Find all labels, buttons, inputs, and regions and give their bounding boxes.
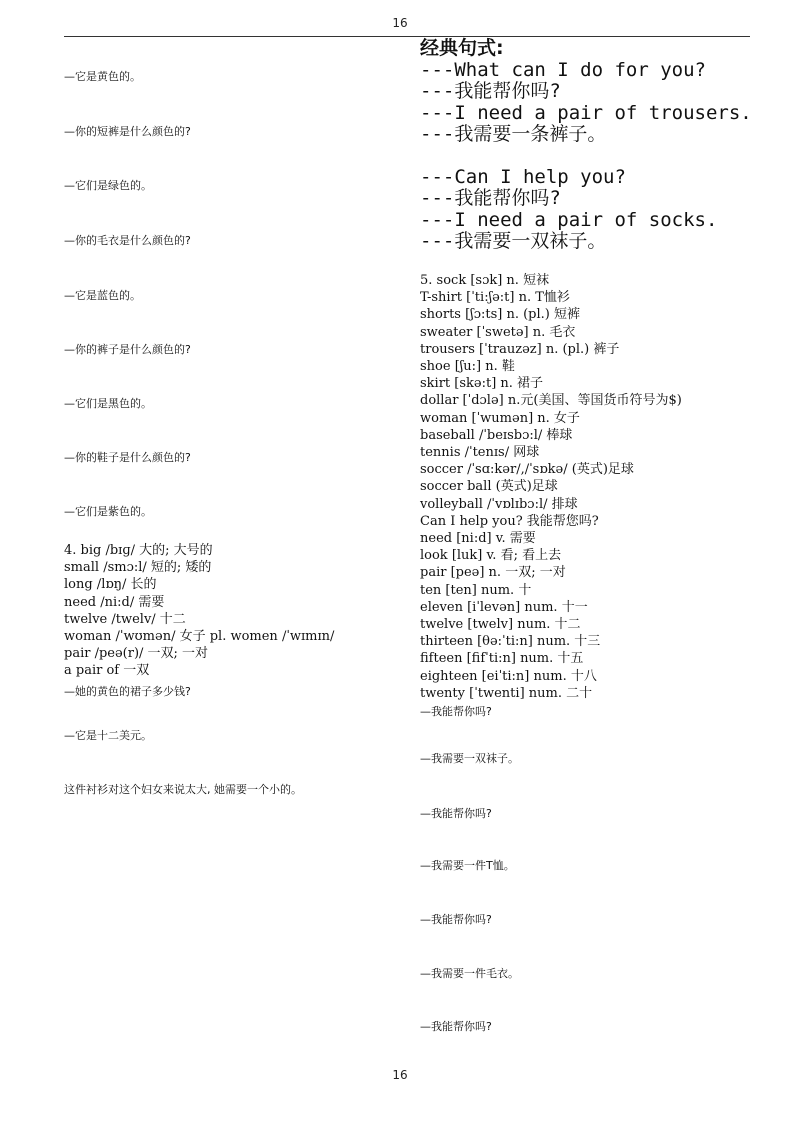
vocab-item: dollar [ˈdɔlə] n.元(美国、等国货币符号为$) bbox=[420, 393, 682, 409]
exercise-sentence: —我需要一件毛衣。 bbox=[420, 967, 519, 980]
vocab-item: pair [peə] n. 一双; 一对 bbox=[420, 565, 566, 581]
header-divider bbox=[64, 36, 750, 37]
exercise-sentence: 这件衬衫对这个妇女来说太大, 她需要一个小的。 bbox=[64, 783, 302, 796]
exercise-sentence: —她的黄色的裙子多少钱? bbox=[64, 685, 191, 698]
vocab-item: volleyball /ˈvɒlɪbɔ:l/ 排球 bbox=[420, 496, 578, 512]
classic-line: ---What can I do for you? bbox=[420, 58, 706, 81]
vocab-item: need [ni:d] v. 需要 bbox=[420, 531, 536, 547]
vocab-item: twenty [ˈtwenti] num. 二十 bbox=[420, 685, 593, 701]
exercise-sentence: —你的裤子是什么颜色的? bbox=[64, 343, 191, 356]
classic-title: 经典句式: bbox=[420, 37, 504, 59]
vocab-item: T-shirt [ˈti:ʃə:t] n. T恤衫 bbox=[420, 290, 570, 306]
vocab-item: thirteen [θə:ˈti:n] num. 十三 bbox=[420, 634, 601, 650]
exercise-sentence: —它是黄色的。 bbox=[64, 70, 141, 83]
vocab-item: eighteen [eiˈti:n] num. 十八 bbox=[420, 668, 597, 684]
vocab-item: trousers [ˈtrauzəz] n. (pl.) 裤子 bbox=[420, 341, 620, 357]
vocab-item: long /lɒŋ/ 长的 bbox=[64, 577, 157, 593]
exercise-sentence: —它们是黑色的。 bbox=[64, 397, 152, 410]
exercise-sentence: —你的毛衣是什么颜色的? bbox=[64, 234, 191, 247]
vocab-item: Can I help you? 我能帮您吗? bbox=[420, 513, 599, 529]
page-number-top: 16 bbox=[392, 16, 408, 30]
vocab-item: 4. big /bɪɡ/ 大的; 大号的 bbox=[64, 543, 213, 558]
vocab-item: twelve /twelv/ 十二 bbox=[64, 611, 186, 627]
exercise-sentence: —它是蓝色的。 bbox=[64, 289, 141, 302]
vocab-list-4 bbox=[64, 542, 334, 680]
vocab-item: baseball /ˈbeɪsbɔ:l/ 棒球 bbox=[420, 427, 573, 443]
page-number-bottom: 16 bbox=[392, 1068, 408, 1082]
classic-line: ---我能帮你吗? bbox=[420, 187, 561, 209]
vocab-item: skirt [skə:t] n. 裙子 bbox=[420, 376, 544, 392]
vocab-item: soccer /ˈsɑ:kər/,/ˈsɒkə/ (英式)足球 bbox=[420, 462, 634, 478]
vocab-item: look [luk] v. 看; 看上去 bbox=[420, 548, 562, 564]
vocab-item: woman [ˈwumən] n. 女子 bbox=[420, 410, 580, 426]
classic-line: ---Can I help you? bbox=[420, 165, 626, 188]
classic-line: ---I need a pair of socks. bbox=[420, 208, 718, 231]
vocab-item: need /ni:d/ 需要 bbox=[64, 594, 165, 610]
vocab-item: a pair of 一双 bbox=[64, 663, 150, 679]
vocab-item: pair /peə(r)/ 一双; 一对 bbox=[64, 646, 209, 662]
exercise-sentence: —我能帮你吗? bbox=[420, 807, 492, 820]
vocab-item: fifteen [fifˈti:n] num. 十五 bbox=[420, 651, 584, 667]
vocab-list-5 bbox=[420, 272, 682, 702]
vocab-item: 5. sock [sɔk] n. 短袜 bbox=[420, 273, 550, 288]
vocab-item: small /smɔ:l/ 短的; 矮的 bbox=[64, 560, 212, 576]
vocab-item: eleven [iˈlevən] num. 十一 bbox=[420, 599, 588, 615]
exercise-sentence: —我需要一件T恤。 bbox=[420, 859, 515, 872]
vocab-item: tennis /ˈtenɪs/ 网球 bbox=[420, 445, 540, 461]
vocab-item: woman /ˈwʊmən/ 女子 pl. women /ˈwɪmɪn/ bbox=[64, 629, 335, 645]
vocab-item: soccer ball (英式)足球 bbox=[420, 479, 558, 495]
classic-line: ---我需要一双袜子。 bbox=[420, 230, 607, 252]
exercise-sentence: —它是十二美元。 bbox=[64, 729, 152, 742]
exercise-sentence: —你的鞋子是什么颜色的? bbox=[64, 451, 191, 464]
exercise-sentence: —我能帮你吗? bbox=[420, 1020, 492, 1033]
vocab-item: ten [ten] num. 十 bbox=[420, 582, 532, 598]
vocab-item: twelve [twelv] num. 十二 bbox=[420, 617, 581, 633]
exercise-sentence: —它们是绿色的。 bbox=[64, 179, 152, 192]
exercise-sentence: —它们是紫色的。 bbox=[64, 505, 152, 518]
exercise-sentence: —我能帮你吗? bbox=[420, 913, 492, 926]
exercise-sentence: —我需要一双袜子。 bbox=[420, 752, 519, 765]
vocab-item: shoe [ʃu:] n. 鞋 bbox=[420, 359, 515, 375]
classic-line: ---我需要一条裤子。 bbox=[420, 123, 607, 145]
exercise-sentence: —你的短裤是什么颜色的? bbox=[64, 125, 191, 138]
vocab-item: shorts [ʃɔ:ts] n. (pl.) 短裤 bbox=[420, 307, 580, 323]
classic-line: ---我能帮你吗? bbox=[420, 80, 561, 102]
exercise-sentence: —我能帮你吗? bbox=[420, 705, 492, 718]
classic-sentences bbox=[420, 38, 752, 253]
classic-line: ---I need a pair of trousers. bbox=[420, 101, 752, 124]
vocab-item: sweater [ˈswetə] n. 毛衣 bbox=[420, 324, 576, 340]
